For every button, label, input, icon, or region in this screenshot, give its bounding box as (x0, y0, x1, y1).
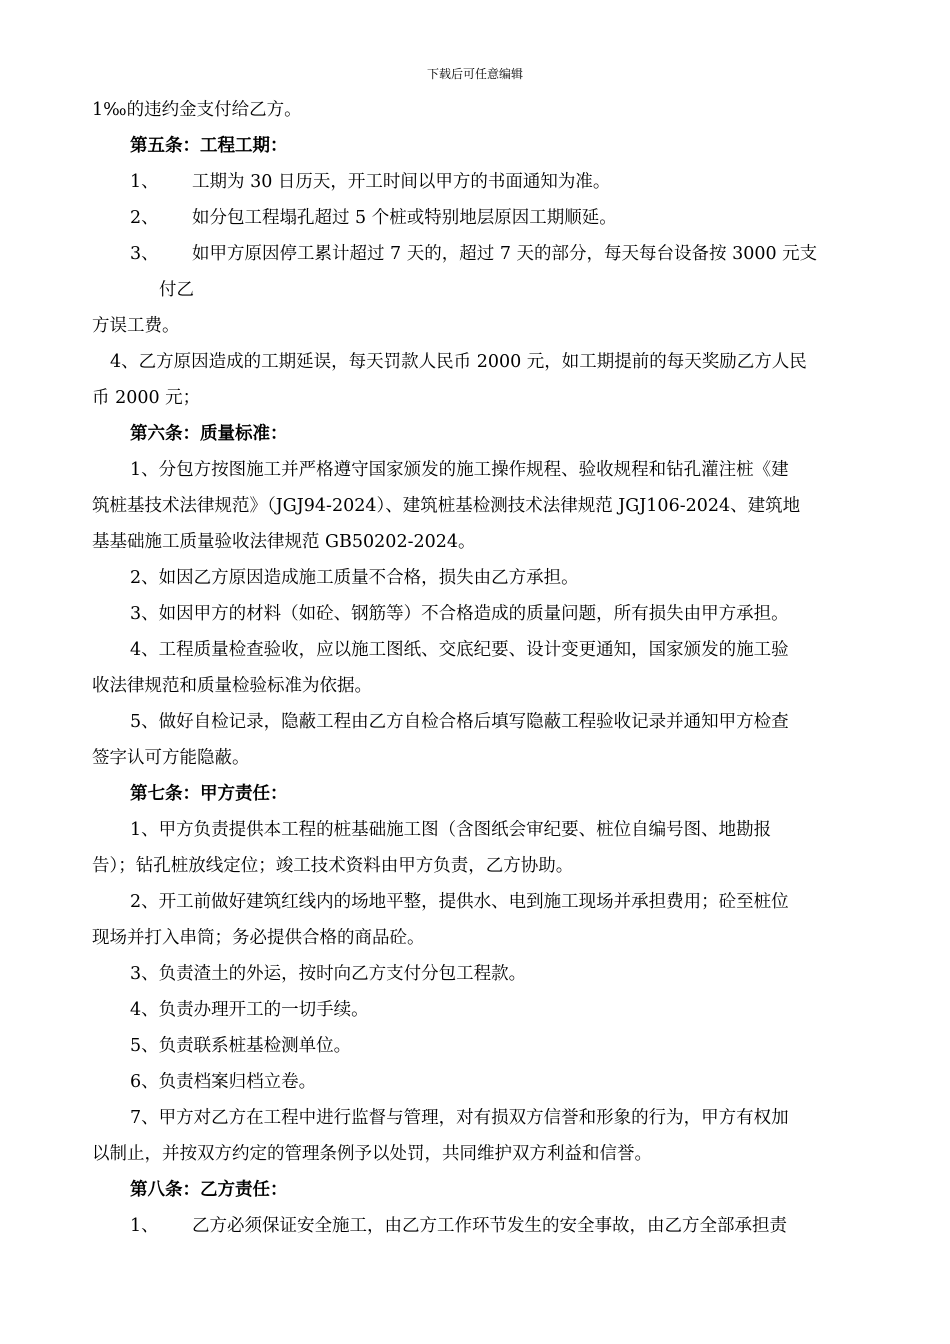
item-number: 1、 (130, 1216, 159, 1236)
text-line: 筑桩基技术法律规范》（JGJ94-2024）、建筑桩基检测技术法律规范 JGJ106-2024、建筑地 (92, 496, 801, 516)
text-line: 1、分包方按图施工并严格遵守国家颁发的施工操作规程、验收规程和钻孔灌注桩《建 (130, 460, 789, 480)
section-heading: 第七条：甲方责任： (130, 784, 288, 804)
text-line: 5、做好自检记录，隐蔽工程由乙方自检合格后填写隐蔽工程验收记录并通知甲方检查 (130, 712, 789, 732)
text-line: 4、乙方原因造成的工期延误，每天罚款人民币 2000 元，如工期提前的每天奖励乙方人民 (110, 352, 807, 372)
numbered-item (92, 200, 860, 236)
text-line: 7、甲方对乙方在工程中进行监督与管理，对有损双方信誉和形象的行为，甲方有权加 (130, 1108, 789, 1128)
text-line: 6、负责档案归档立卷。 (130, 1072, 317, 1092)
text-line: 2、如因乙方原因造成施工质量不合格，损失由乙方承担。 (130, 568, 579, 588)
numbered-item (92, 1208, 860, 1244)
item-text: 如甲方原因停工累计超过 7 天的，超过 7 天的部分，每天每台设备按 3000 元支 (192, 244, 818, 264)
section-heading: 第五条：工程工期： (130, 136, 288, 156)
text-line: 现场并打入串筒；务必提供合格的商品砼。 (92, 928, 425, 948)
text-line: 告）；钻孔桩放线定位；竣工技术资料由甲方负责，乙方协助。 (92, 856, 574, 876)
text-line: 签字认可方能隐蔽。 (92, 748, 250, 768)
text-line: 3、如因甲方的材料（如砼、钢筋等）不合格造成的质量问题，所有损失由甲方承担。 (130, 604, 789, 624)
item-number: 2、 (130, 208, 159, 228)
item-number: 1、 (130, 172, 159, 192)
text-line: 1‰的违约金支付给乙方。 (92, 100, 302, 120)
item-text: 工期为 30 日历天，开工时间以甲方的书面通知为准。 (192, 172, 611, 192)
text-line: 5、负责联系桩基检测单位。 (130, 1036, 352, 1056)
text-line: 收法律规范和质量检验标准为依据。 (92, 676, 372, 696)
text-line: 3、负责渣土的外运，按时向乙方支付分包工程款。 (130, 964, 527, 984)
item-number: 3、 (130, 244, 159, 264)
page-header: 下载后可任意编辑 (426, 67, 523, 81)
text-line: 方误工费。 (92, 316, 180, 336)
item-text: 乙方必须保证安全施工，由乙方工作环节发生的安全事故，由乙方全部承担责 (192, 1216, 787, 1236)
text-line: 基基础施工质量验收法律规范 GB50202-2024。 (92, 532, 476, 552)
text-line: 2、开工前做好建筑红线内的场地平整，提供水、电到施工现场并承担费用；砼至桩位 (130, 892, 789, 912)
text-line: 4、工程质量检查验收，应以施工图纸、交底纪要、设计变更通知，国家颁发的施工验 (130, 640, 789, 660)
text-line: 付乙 (159, 280, 194, 300)
section-heading: 第六条：质量标准： (130, 424, 288, 444)
text-line: 4、负责办理开工的一切手续。 (130, 1000, 369, 1020)
numbered-item (92, 164, 860, 200)
document-body (92, 92, 860, 1244)
numbered-item (92, 236, 860, 272)
item-text: 如分包工程塌孔超过 5 个桩或特别地层原因工期顺延。 (192, 208, 617, 228)
section-heading: 第八条：乙方责任： (130, 1180, 288, 1200)
text-line: 以制止，并按双方约定的管理条例予以处罚，共同维护双方利益和信誉。 (92, 1144, 652, 1164)
text-line: 币 2000 元； (92, 388, 201, 408)
text-line: 1、甲方负责提供本工程的桩基础施工图（含图纸会审纪要、桩位自编号图、地勘报 (130, 820, 772, 840)
